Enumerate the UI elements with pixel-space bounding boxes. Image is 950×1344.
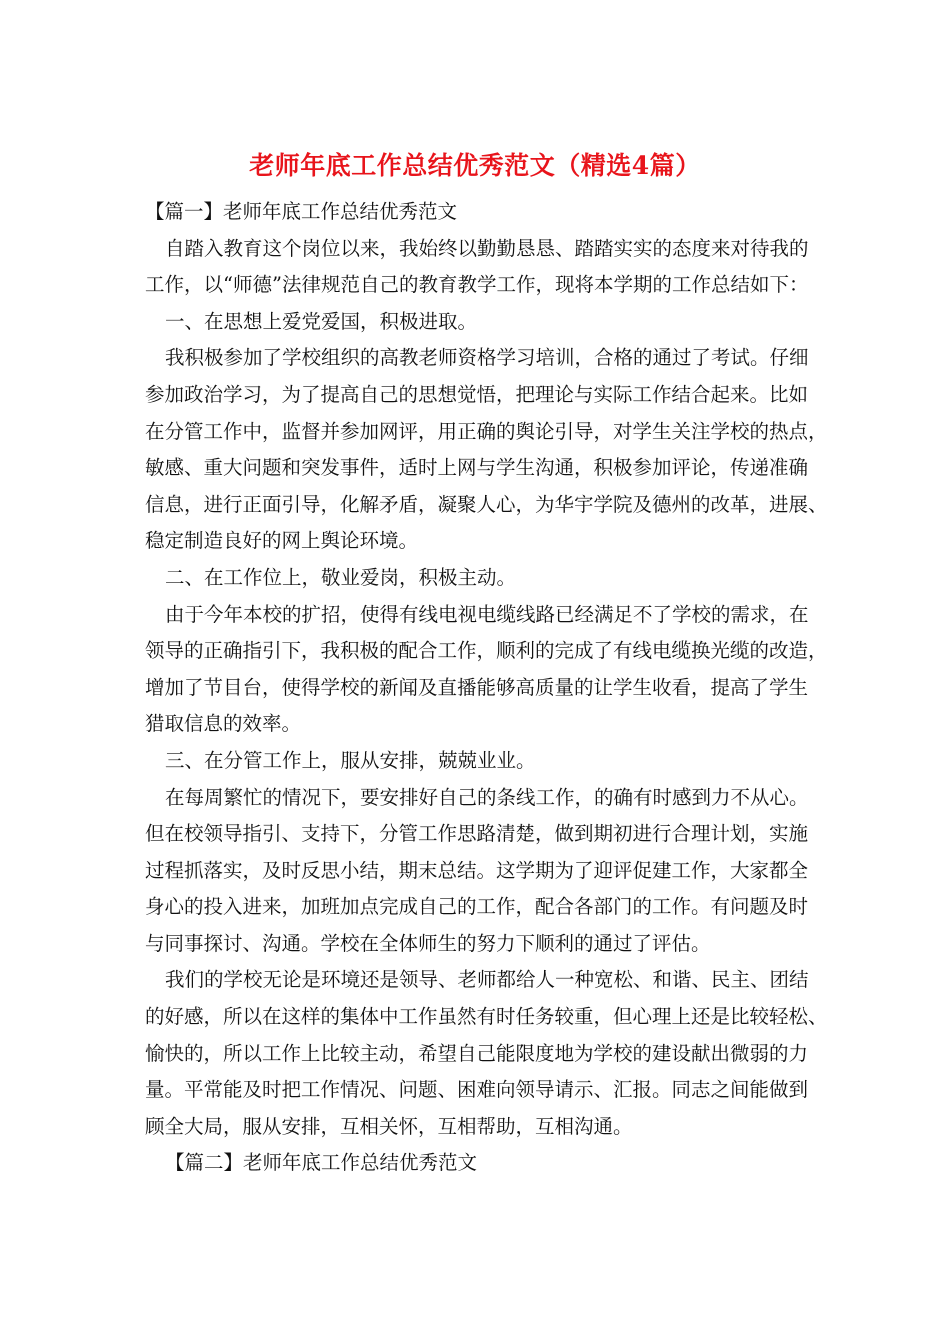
paragraph-line: 过程抓落实，及时反思小结，期末总结。这学期为了迎评促建工作，大家都全: [145, 858, 809, 882]
paragraph-line: 量。平常能及时把工作情况、问题、困难向领导请示、汇报。同志之间能做到: [145, 1078, 809, 1102]
paragraph-line: 敏感、重大问题和突发事件，适时上网与学生沟通，积极参加评论，传递准确: [145, 456, 809, 480]
paragraph-line: 顾全大局，服从安排，互相关怀，互相帮助，互相沟通。: [145, 1114, 633, 1138]
document-title: 老师年底工作总结优秀范文（精选4篇）: [249, 151, 701, 180]
paragraph-line: 稳定制造良好的网上舆论环境。: [145, 529, 419, 553]
paragraph-line: 增加了节目台，使得学校的新闻及直播能够高质量的让学生收看，提高了学生: [145, 675, 809, 699]
paragraph-line: 在每周繁忙的情况下，要安排好自己的条线工作，的确有时感到力不从心。: [165, 785, 809, 809]
paragraph-line: 参加政治学习，为了提高自己的思想觉悟，把理论与实际工作结合起来。比如: [145, 382, 809, 406]
paragraph-line: 猎取信息的效率。: [145, 712, 302, 736]
paragraph-line: 身心的投入进来，加班加点完成自己的工作，配合各部门的工作。有问题及时: [145, 895, 809, 919]
paragraph-line: 我积极参加了学校组织的高教老师资格学习培训，合格的通过了考试。仔细: [165, 346, 809, 370]
subheading-2: 二、在工作位上，敬业爱岗，积极主动。: [165, 565, 517, 589]
section-heading-1: 【篇一】老师年底工作总结优秀范文: [145, 200, 458, 223]
paragraph-line: 工作，以“师德”法律规范自己的教育教学工作，现将本学期的工作总结如下：: [145, 273, 809, 297]
subheading-3: 三、在分管工作上，服从安排，兢兢业业。: [165, 748, 536, 772]
subheading-1: 一、在思想上爱党爱国，积极进取。: [165, 309, 478, 333]
paragraph-line: 愉快的，所以工作上比较主动，希望自己能限度地为学校的建设献出微弱的力: [145, 1041, 809, 1065]
paragraph-line: 我们的学校无论是环境还是领导、老师都给人一种宽松、和谐、民主、团结: [165, 968, 809, 992]
section-heading-2: 【篇二】老师年底工作总结优秀范文: [165, 1151, 478, 1175]
paragraph-line: 信息，进行正面引导，化解矛盾，凝聚人心，为华宇学院及德州的改革，进展、: [145, 492, 828, 516]
paragraph-line: 在分管工作中，监督并参加网评，用正确的舆论引导，对学生关注学校的热点，: [145, 419, 828, 443]
paragraph-line: 自踏入教育这个岗位以来，我始终以勤勤恳恳、踏踏实实的态度来对待我的: [165, 236, 809, 260]
paragraph-line: 的好感，所以在这样的集体中工作虽然有时任务较重，但心理上还是比较轻松、: [145, 1005, 828, 1029]
paragraph-line: 领导的正确指引下，我积极的配合工作，顺利的完成了有线电缆换光缆的改造，: [145, 639, 828, 663]
paragraph-line: 但在校领导指引、支持下，分管工作思路清楚，做到期初进行合理计划，实施: [145, 822, 809, 846]
paragraph-line: 与同事探讨、沟通。学校在全体师生的努力下顺利的通过了评估。: [145, 931, 711, 955]
paragraph-line: 由于今年本校的扩招，使得有线电视电缆线路已经满足不了学校的需求，在: [165, 602, 809, 626]
document-body: [145, 194, 828, 1182]
